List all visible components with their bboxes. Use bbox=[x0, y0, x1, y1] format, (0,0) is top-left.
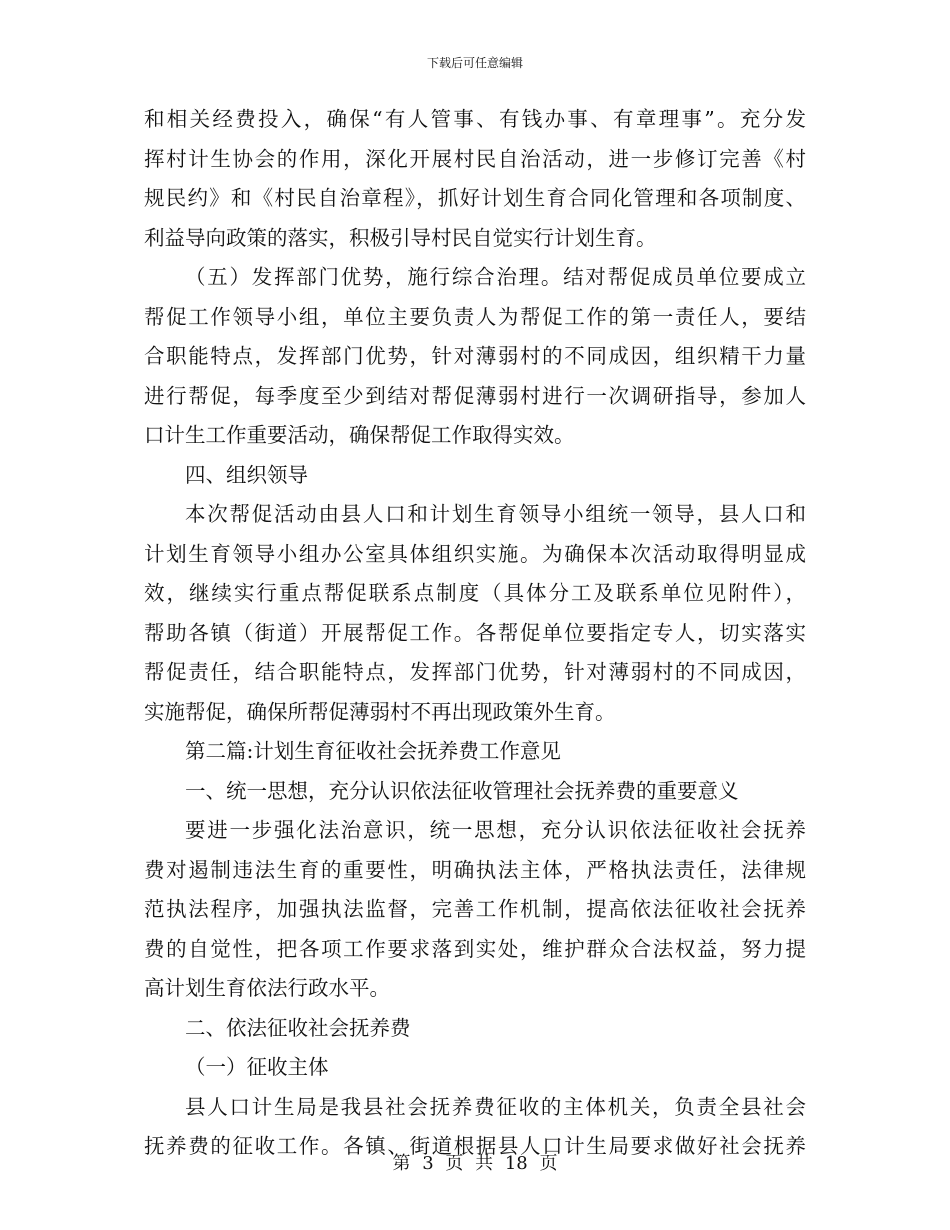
text-line: 费的自觉性，把各项工作要求落到实处，维护群众合法权益，努力提 bbox=[144, 936, 806, 961]
text-line: 要进一步强化法治意识，统一思想，充分认识依法征收社会抚养 bbox=[185, 818, 806, 842]
text-line: 高计划生育依法行政水平。 bbox=[144, 976, 390, 1000]
text-line: 和相关经费投入，确保“有人管事、有钱办事、有章理事”。充分发 bbox=[144, 107, 806, 131]
text-line: 挥村计生协会的作用，深化开展村民自治活动，进一步修订完善《村 bbox=[144, 146, 806, 171]
text-line: 规民约》和《村民自治章程》，抓好计划生育合同化管理和各项制度、 bbox=[144, 186, 806, 210]
text-line: 实施帮促，确保所帮促薄弱村不再出现政策外生育。 bbox=[144, 699, 616, 724]
text-line: 本次帮促活动由县人口和计划生育领导小组统一领导，县人口和 bbox=[185, 502, 806, 526]
text-line: 县人口计生局是我县社会抚养费征收的主体机关，负责全县社会 bbox=[185, 1094, 806, 1119]
document-body bbox=[144, 100, 806, 1167]
text-line: （一）征收主体 bbox=[185, 1055, 329, 1079]
text-line: 一、统一思想，充分认识依法征收管理社会抚养费的重要意义 bbox=[185, 778, 739, 803]
text-line: 帮助各镇（街道）开展帮促工作。各帮促单位要指定专人，切实落实 bbox=[144, 620, 806, 645]
text-line: 抚养费的征收工作。各镇、街道根据县人口计生局要求做好社会抚养 bbox=[144, 1134, 806, 1158]
text-line: 进行帮促，每季度至少到结对帮促薄弱村进行一次调研指导，参加人 bbox=[144, 383, 806, 408]
text-line: 合职能特点，发挥部门优势，针对薄弱村的不同成因，组织精干力量 bbox=[144, 344, 806, 368]
text-line: 帮促工作领导小组，单位主要负责人为帮促工作的第一责任人，要结 bbox=[144, 304, 806, 329]
text-line: 利益导向政策的落实，积极引导村民自觉实行计划生育。 bbox=[144, 225, 657, 250]
text-line: 二、依法征收社会抚养费 bbox=[185, 1015, 411, 1040]
page-footer: 第 3 页 共 18 页 bbox=[392, 1153, 558, 1174]
page-header: 下载后可任意编辑 bbox=[426, 56, 523, 70]
text-line: 第二篇:计划生育征收社会抚养费工作意见 bbox=[185, 739, 561, 763]
text-line: 帮促责任，结合职能特点，发挥部门优势，针对薄弱村的不同成因， bbox=[144, 660, 806, 684]
text-line: （五）发挥部门优势，施行综合治理。结对帮促成员单位要成立 bbox=[185, 265, 806, 289]
text-line: 效，继续实行重点帮促联系点制度（具体分工及联系单位见附件）， bbox=[144, 581, 806, 605]
text-line: 口计生工作重要活动，确保帮促工作取得实效。 bbox=[144, 423, 575, 447]
text-line: 范执法程序，加强执法监督，完善工作机制，提高依法征收社会抚养 bbox=[144, 897, 806, 921]
text-line: 费对遏制违法生育的重要性，明确执法主体，严格执法责任，法律规 bbox=[144, 857, 806, 882]
text-line: 计划生育领导小组办公室具体组织实施。为确保本次活动取得明显成 bbox=[144, 541, 806, 566]
text-line: 四、组织领导 bbox=[185, 462, 308, 487]
